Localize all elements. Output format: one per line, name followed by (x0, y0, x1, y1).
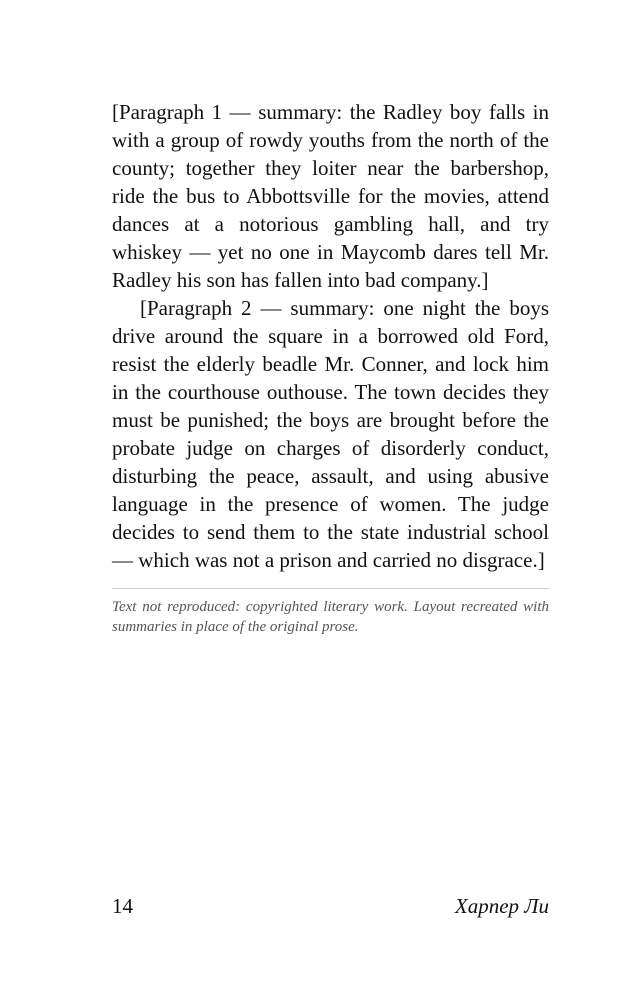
paragraph-2: [Paragraph 2 — summary: one night the boys drive around the square in a borrowed old Ford, resist the elderly beadle Mr. Conner, and lock him in the courthouse outhouse. The town decides they must be punished; the boys are brought before the probate judge on charges of disorderly conduct, disturbing the peace, assault, and using abusive language in the presence of women. The judge decides to send them to the state industrial school — which was not a prison and carried no disgrace.] (112, 296, 549, 572)
copyright-note: Text not reproduced: copyrighted literary work. Layout recreated with summaries in place of the original prose. (112, 588, 549, 637)
paragraph-1: [Paragraph 1 — summary: the Radley boy falls in with a group of rowdy youths from the north of the county; together they loiter near the barbershop, ride the bus to Abbottsville for the movies, attend dances at a notorious gambling hall, and try whiskey — yet no one in Maycomb dares tell Mr. Radley his son has fallen into bad company.] (112, 100, 549, 292)
page-footer (112, 894, 549, 919)
body-text (112, 98, 549, 637)
page-number: 14 (112, 894, 133, 918)
running-author: Харпер Ли (454, 894, 549, 918)
